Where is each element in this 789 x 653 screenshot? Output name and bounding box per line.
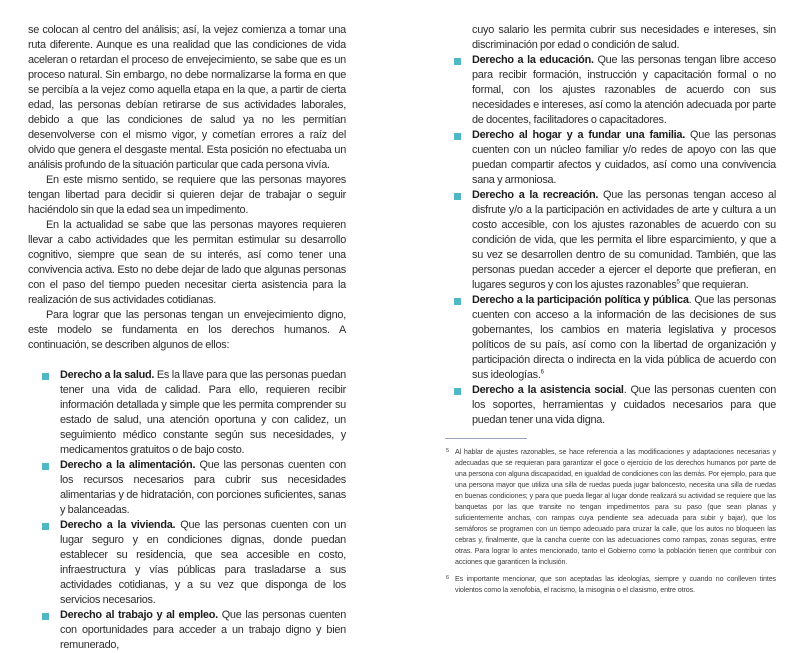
- list-item: [60, 608, 346, 653]
- left-column: [28, 23, 346, 653]
- item-title: Derecho al hogar y a fundar una familia.: [472, 129, 685, 141]
- item-title: Derecho al trabajo y al empleo.: [60, 609, 218, 621]
- item-text: que requieran.: [679, 279, 749, 291]
- square-bullet-icon: [454, 58, 461, 65]
- item-text: Que las personas cuenten con los recursos necesarios para cubrir sus necesidades alimentarias y de hidratación, con porciones suficientes, sanas y balanceadas.: [60, 459, 346, 516]
- item-title: Derecho a la vivienda.: [60, 519, 176, 531]
- item-title: Derecho a la salud.: [60, 369, 155, 381]
- item-text: Que las personas tengan libre acceso para recibir formación, instrucción y capacitación formal o no formal, con los ajustes razonables de acuerdo con sus necesidades e intereses, así como la atención adecuada por parte de docentes, facilitadores o capacitadores.: [472, 54, 776, 126]
- square-bullet-icon: [454, 193, 461, 200]
- paragraph: Para lograr que las personas tengan un envejecimiento digno, este modelo se fundamenta en los derechos humanos. A continuación, se describen algunos de ellos:: [28, 309, 346, 351]
- item-text: Que las personas cuenten con oportunidades para acceder a un trabajo digno y bien remunerado,: [60, 609, 346, 651]
- footnote-number: 6: [446, 575, 449, 581]
- square-bullet-icon: [42, 613, 49, 620]
- item-text: Que las personas cuenten con un lugar seguro y en condiciones dignas, donde puedan establecer su residencia, que sea accesible en costo, infraestructura y vías públicas para trasladarse a sus actividades cotidianas, y a su vez que disponga de los servicios necesarios.: [60, 519, 346, 606]
- rights-list: [28, 368, 346, 653]
- right-column-wrapper: [445, 23, 776, 602]
- footnote: [446, 447, 776, 568]
- footnote-text: Es importante mencionar, que son aceptadas las ideologías, siempre y cuando no conlleven tintes violentos como la xenofobia, el racismo, la misoginia o el clasismo, entre otros.: [455, 575, 776, 594]
- paragraph: En este mismo sentido, se requiere que las personas mayores tengan libertad para decidir si quieren dejar de trabajar o seguir haciéndolo sin que la edad sea un impedimento.: [28, 174, 346, 216]
- item-title: Derecho a la asistencia social: [472, 384, 624, 396]
- list-item: [472, 383, 776, 428]
- paragraph: En la actualidad se sabe que las personas mayores requieren llevar a cabo actividades que les permitan estimular su desarrollo cognitivo, siempre que sean de su interés, así como tener una convivencia activa. Esto no debe dejar de lado que algunas personas con el paso del tiempo pueden necesitar cierta asistencia para la realización de sus actividades cotidianas.: [28, 219, 346, 306]
- list-item: [60, 518, 346, 608]
- item-title: Derecho a la alimentación.: [60, 459, 196, 471]
- square-bullet-icon: [454, 388, 461, 395]
- item-title: Derecho a la educación.: [472, 54, 594, 66]
- item-text: Que las personas cuenten con un núcleo familiar y/o redes de apoyo con las que puedan compartir afectos y cuidados, así como una convivencia sana y armoniosa.: [472, 129, 776, 186]
- item-text: Que las personas tengan acceso al disfrute y/o a la participación en actividades de arte y cultura a un costo accesible, con los ajustes razonables de acuerdo con su condición de vida, que les permita el libre esparcimiento, y que a su vez se desarrollen dentro de su comunidad. También, que las personas puedan acceder a ejercer el deporte que prefieran, en lugares seguros y con los ajustes razonables: [472, 189, 776, 291]
- footnote: [446, 574, 776, 596]
- list-item: [472, 128, 776, 188]
- square-bullet-icon: [42, 373, 49, 380]
- item-text: Es la llave para que las personas puedan tener una vida de calidad. Para ello, requieren recibir información detallada y simple que les permita comprender su estado de salud, una atención oportuna y con calidez, un seguimiento médico constante según sus necesidades, y medicamentos gratuitos o de bajo costo.: [60, 369, 346, 456]
- square-bullet-icon: [454, 133, 461, 140]
- item-text: . Que las personas cuenten con acceso a la información de las decisiones de sus gobernantes, los cambios en materia legislativa y procesos políticos de su país, así como con la libertad de organización y participación directa o indirecta en la vida pública de acuerdo con sus ideologías.: [472, 294, 776, 381]
- footnotes: [446, 447, 776, 602]
- list-item: [472, 188, 776, 293]
- square-bullet-icon: [454, 298, 461, 305]
- item-title: Derecho a la participación política y pública: [472, 294, 689, 306]
- footnote-number: 5: [446, 448, 449, 454]
- list-item: [472, 293, 776, 383]
- footnote-ref[interactable]: 5: [676, 279, 680, 286]
- footnote-text: Al hablar de ajustes razonables, se hace referencia a las modificaciones y adaptaciones necesarias y adecuadas que se requieran para garantizar el goce o ejercicio de los derechos humanos por parte de una persona con alguna discapacidad, en igualdad de condiciones con las demás. Por ejemplo, para que una persona mayor que utiliza una silla de ruedas pueda jugar baloncesto, necesita una silla de ruedas en buenas condiciones; y para que pueda llegar al lugar donde realizará su actividad se requiere que las banquetas por las que transite no tengan impedimentos para su paso (que sean planas y suficientemente anchas, con rampas cuya pendiente sea adecuada para subir y bajar), que los semáforos se programen con un tiempo adecuado para cruzar la calle, que los autos no bloqueen las cebras y, finalmente, que la cancha cuente con las adecuaciones como rampas, zonas seguras, entre otras. Para lograr lo antes mencionado, tanto el Gobierno como la población tienen que contribuir con acciones que garanticen la inclusión.: [455, 448, 776, 566]
- list-item: [472, 53, 776, 128]
- rights-list: [472, 53, 776, 428]
- square-bullet-icon: [42, 523, 49, 530]
- item-title: Derecho a la recreación.: [472, 189, 599, 201]
- paragraph: se colocan al centro del análisis; así, la vejez comienza a tomar una ruta diferente. Aunque es una realidad que las condiciones de vida aceleran o retardan el proceso de envejecimiento, se sabe que es un proceso natural. Sin embargo, no debe normalizarse la forma en que se percibía a la vejez como aquella etapa en la que, a partir de cierta edad, las personas debían retirarse de sus actividades laborales, debido a que las condiciones de salud ya no les permitían desenvolverse con el mismo vigor, y cometían errores a raíz del olvido que genera el desgaste mental. Esta posición no efectuaba un análisis profundo de la situación particular que cada persona vivía.: [28, 24, 346, 171]
- footnote-divider: [445, 438, 527, 439]
- item-text: . Que las personas cuenten con los soportes, herramientas y cuidados necesarios para que puedan tener una vida digna.: [472, 384, 777, 426]
- footnote-ref[interactable]: 6: [540, 369, 544, 376]
- list-item: [60, 458, 346, 518]
- paragraph: cuyo salario les permita cubrir sus necesidades e intereses, sin discriminación por edad o condición de salud.: [472, 24, 776, 51]
- list-item: [60, 368, 346, 458]
- right-column: [472, 23, 776, 428]
- square-bullet-icon: [42, 463, 49, 470]
